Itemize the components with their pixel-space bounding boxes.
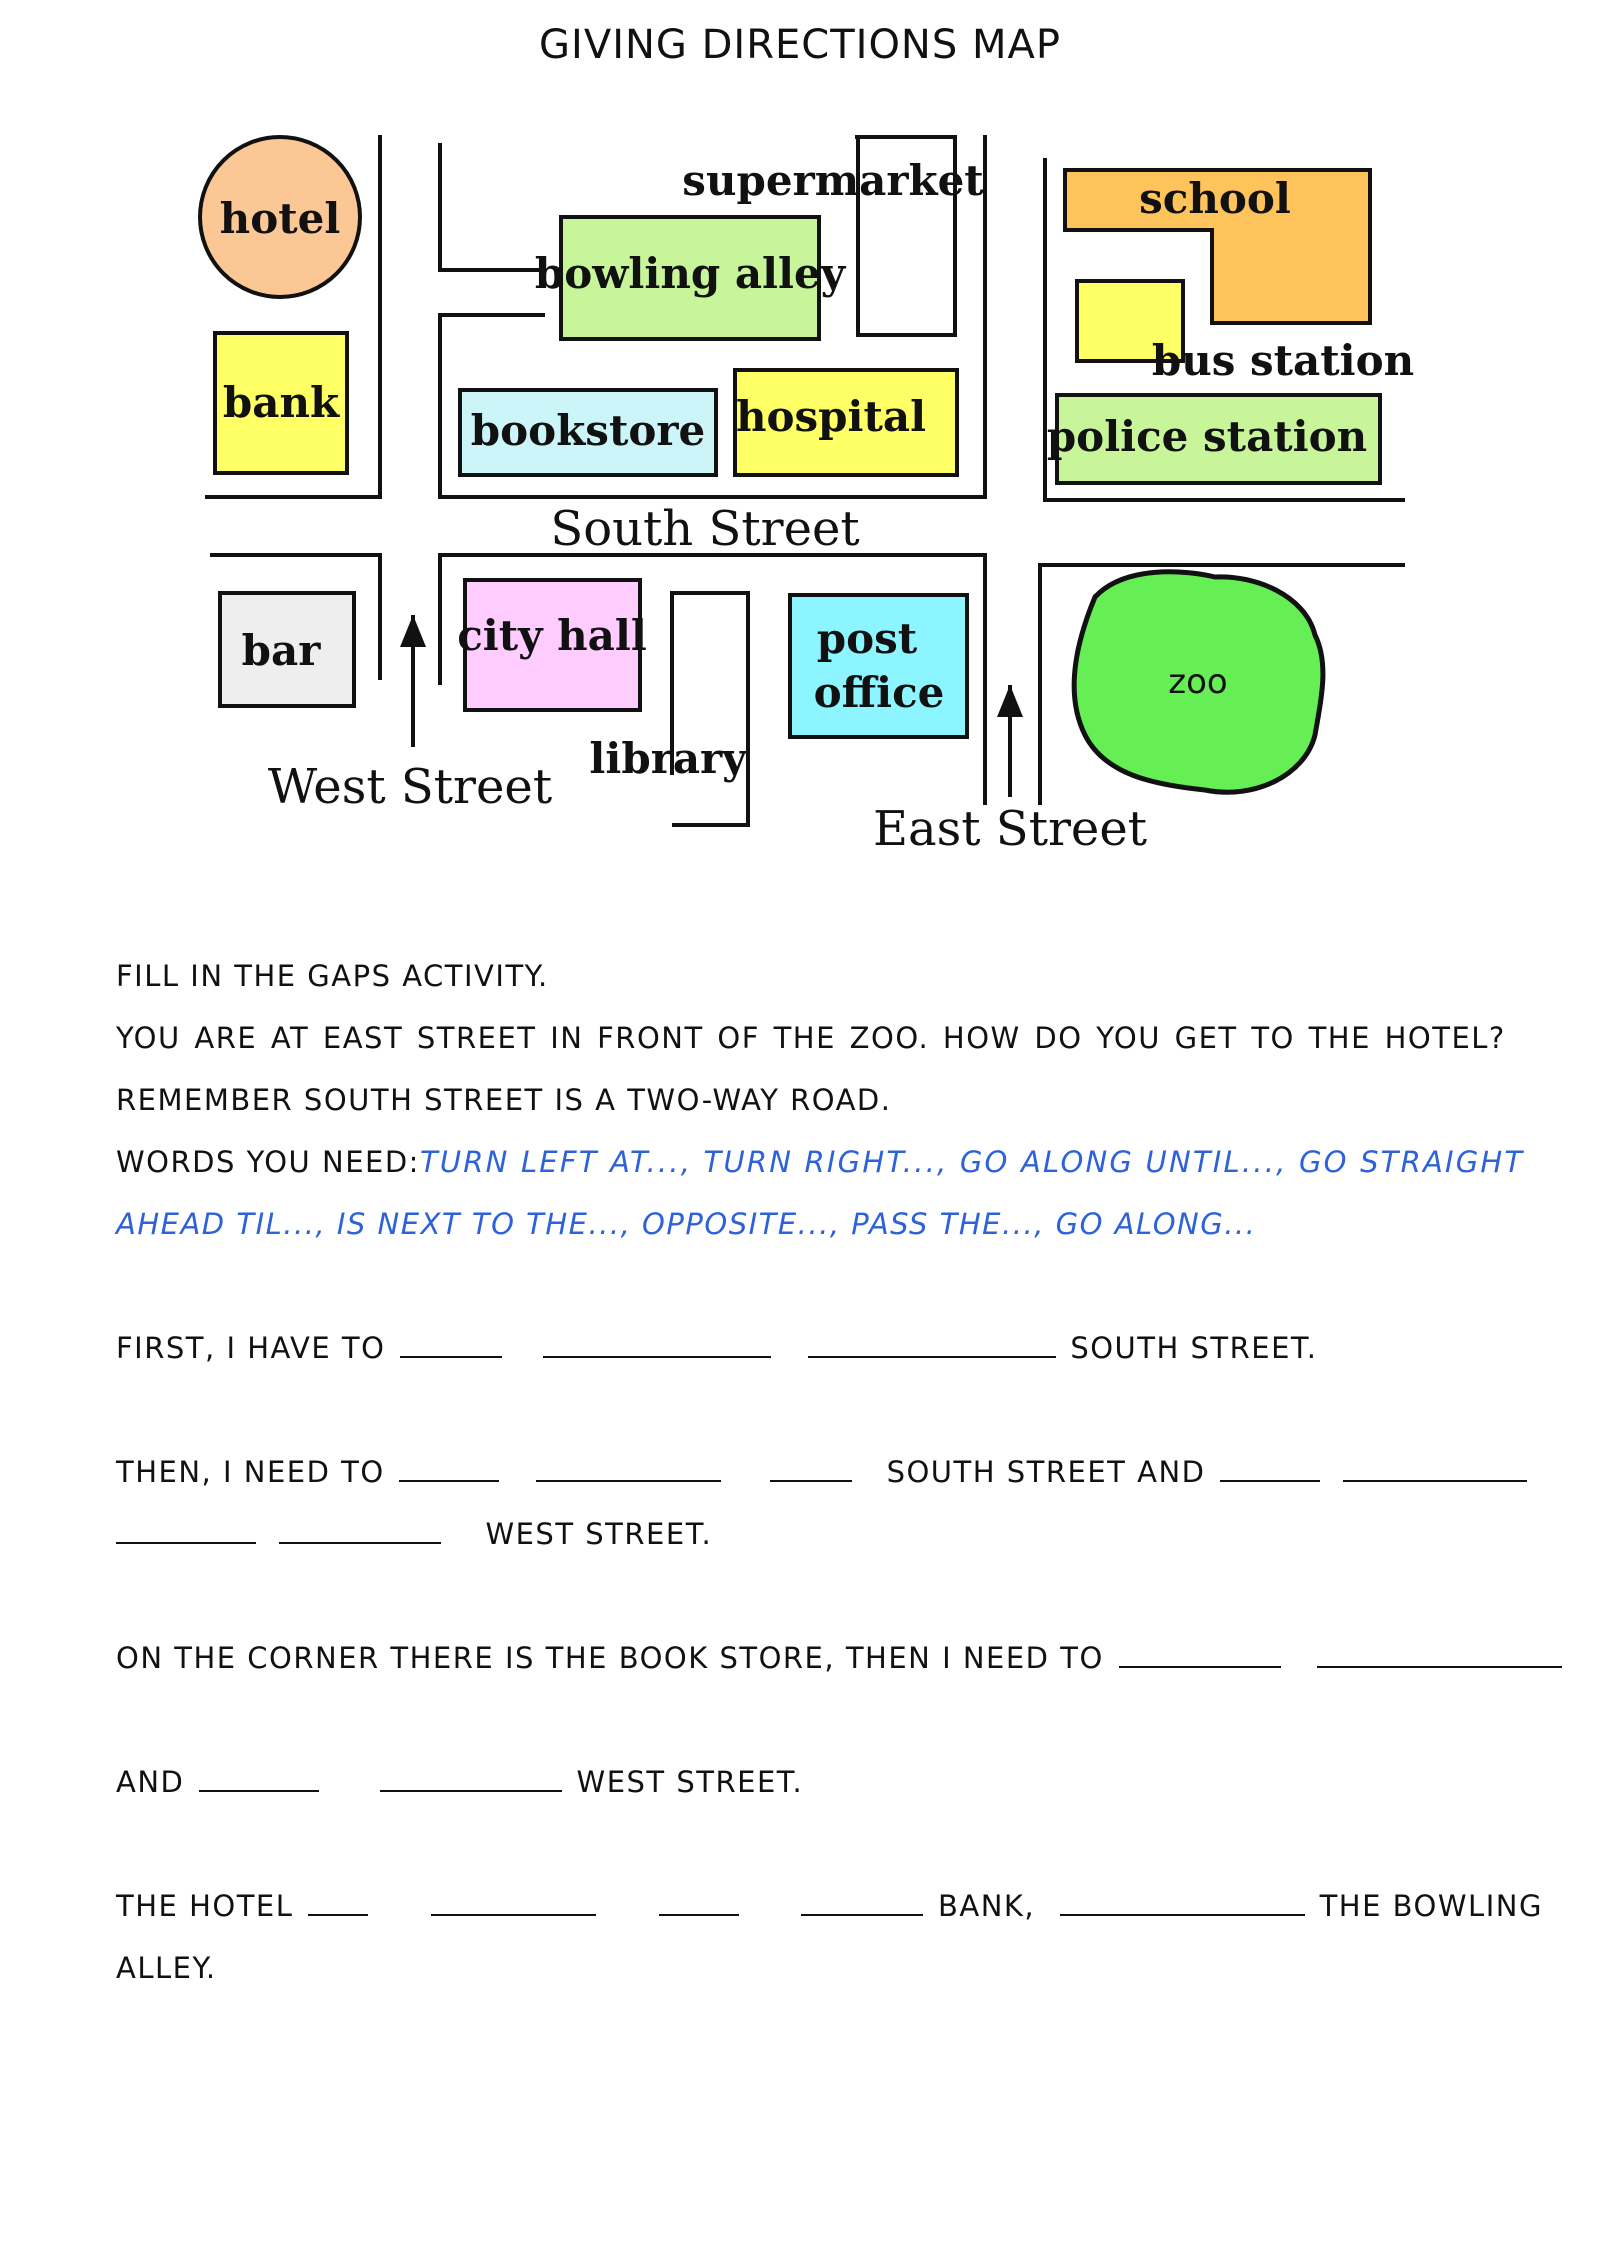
instruction-word: ARE bbox=[194, 1021, 258, 1055]
arrow-up-icon bbox=[997, 685, 1023, 797]
bank-label: bank bbox=[222, 378, 340, 427]
school-label: school bbox=[1139, 174, 1291, 223]
answer-blank[interactable] bbox=[399, 1458, 499, 1482]
answer-blank[interactable] bbox=[1220, 1458, 1320, 1482]
q5-text-end: THE BOWLING bbox=[1319, 1889, 1543, 1923]
instruction-line bbox=[116, 1007, 1506, 1069]
instruction-word: DO bbox=[1034, 1021, 1083, 1055]
instruction-word: THE bbox=[773, 1021, 836, 1055]
arrow-up-icon bbox=[400, 615, 426, 747]
instruction-word: IN bbox=[550, 1021, 584, 1055]
instruction-word: EAST bbox=[322, 1021, 404, 1055]
q3-text-start: ON THE CORNER THERE IS THE BOOK STORE, THEN I NEED TO bbox=[116, 1641, 1104, 1675]
hotel-label: hotel bbox=[219, 194, 341, 243]
answer-blank[interactable] bbox=[1060, 1892, 1305, 1916]
bus-station-label: bus station bbox=[1151, 336, 1415, 385]
words-label: WORDS YOU NEED: bbox=[116, 1145, 420, 1179]
question-2 bbox=[116, 1441, 1506, 1503]
words-list-part1: TURN LEFT AT..., TURN RIGHT..., GO ALONG UNTIL..., GO STRAIGHT bbox=[419, 1145, 1525, 1179]
question-5-cont: ALLEY. bbox=[116, 1951, 217, 1985]
supermarket-label: supermarket bbox=[682, 156, 984, 205]
question-1 bbox=[116, 1317, 1506, 1379]
instruction-word: STREET bbox=[416, 1021, 537, 1055]
question-2-cont bbox=[116, 1503, 1506, 1565]
instruction-word: GET bbox=[1174, 1021, 1238, 1055]
q5-text-start: THE HOTEL bbox=[116, 1889, 294, 1923]
q4-text-start: AND bbox=[116, 1765, 185, 1799]
answer-blank[interactable] bbox=[659, 1892, 739, 1916]
answer-blank[interactable] bbox=[116, 1520, 256, 1544]
q2-text-start: THEN, I NEED TO bbox=[116, 1455, 385, 1489]
instruction-word: TO bbox=[1251, 1021, 1295, 1055]
q5-text-mid: BANK, bbox=[937, 1889, 1036, 1923]
bowling-alley-label: bowling alley bbox=[534, 249, 846, 298]
west-street-label: West Street bbox=[267, 759, 553, 815]
library-building bbox=[672, 593, 748, 825]
instruction-word: HOTEL? bbox=[1384, 1021, 1506, 1055]
instruction-word: THE bbox=[1308, 1021, 1371, 1055]
answer-blank[interactable] bbox=[380, 1768, 562, 1792]
answer-blank[interactable] bbox=[801, 1892, 923, 1916]
east-street-label: East Street bbox=[872, 801, 1148, 857]
answer-blank[interactable] bbox=[770, 1458, 852, 1482]
answer-blank[interactable] bbox=[279, 1520, 441, 1544]
answer-blank[interactable] bbox=[543, 1334, 771, 1358]
answer-blank[interactable] bbox=[431, 1892, 596, 1916]
page-title: GIVING DIRECTIONS MAP bbox=[539, 22, 1061, 68]
police-station-label: police station bbox=[1046, 412, 1368, 461]
instruction-word: HOW bbox=[942, 1021, 1021, 1055]
library-label: library bbox=[589, 734, 747, 783]
instruction-word: YOU bbox=[1096, 1021, 1161, 1055]
answer-blank[interactable] bbox=[199, 1768, 319, 1792]
reminder-line: REMEMBER SOUTH STREET IS A TWO-WAY ROAD. bbox=[116, 1083, 892, 1117]
answer-blank[interactable] bbox=[400, 1334, 502, 1358]
instruction-word: AT bbox=[270, 1021, 310, 1055]
south-street-label: South Street bbox=[550, 501, 860, 557]
q1-text-end: SOUTH STREET. bbox=[1070, 1331, 1318, 1365]
question-4 bbox=[116, 1751, 1506, 1813]
answer-blank[interactable] bbox=[536, 1458, 721, 1482]
q1-text-start: FIRST, I HAVE TO bbox=[116, 1331, 386, 1365]
zoo-label: zoo bbox=[1168, 662, 1228, 702]
answer-blank[interactable] bbox=[1343, 1458, 1527, 1482]
activity-heading: FILL IN THE GAPS ACTIVITY. bbox=[116, 959, 549, 993]
bookstore-label: bookstore bbox=[470, 406, 706, 455]
words-needed-line bbox=[116, 1131, 1525, 1193]
post-office-label-line2: office bbox=[813, 668, 945, 717]
hospital-label: hospital bbox=[735, 392, 927, 441]
q4-text-end: WEST STREET. bbox=[576, 1765, 804, 1799]
instruction-word: ZOO. bbox=[849, 1021, 930, 1055]
activity-section bbox=[116, 945, 1543, 1999]
directions-map bbox=[195, 125, 1435, 865]
q2-text-end: WEST STREET. bbox=[485, 1517, 713, 1551]
question-5 bbox=[116, 1875, 1543, 1937]
city-hall-label: city hall bbox=[457, 611, 647, 660]
answer-blank[interactable] bbox=[1317, 1644, 1562, 1668]
post-office-label-line1: post bbox=[816, 614, 918, 663]
instruction-word: YOU bbox=[116, 1021, 181, 1055]
words-list-part2: AHEAD TIL..., IS NEXT TO THE..., OPPOSITE..., PASS THE..., GO ALONG... bbox=[116, 1207, 1257, 1241]
answer-blank[interactable] bbox=[1119, 1644, 1281, 1668]
q2-text-mid: SOUTH STREET AND bbox=[886, 1455, 1206, 1489]
answer-blank[interactable] bbox=[308, 1892, 368, 1916]
instruction-word: OF bbox=[717, 1021, 760, 1055]
question-3 bbox=[116, 1627, 1506, 1689]
bar-label: bar bbox=[241, 626, 321, 675]
instruction-word: FRONT bbox=[597, 1021, 704, 1055]
answer-blank[interactable] bbox=[808, 1334, 1056, 1358]
